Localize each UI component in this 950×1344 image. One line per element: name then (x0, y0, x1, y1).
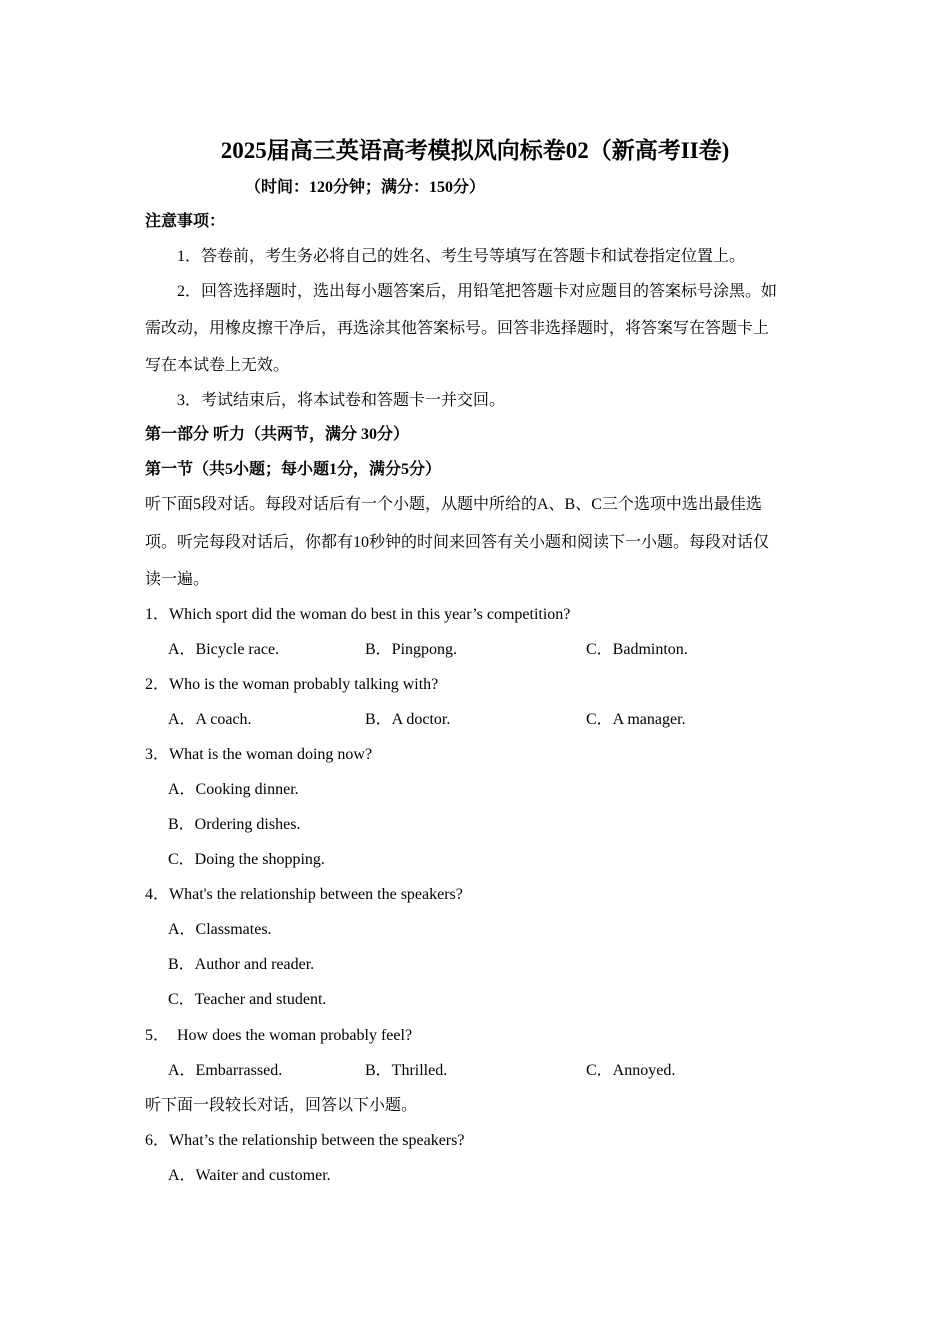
question-5: 5． How does the woman probably feel? (145, 1027, 413, 1044)
page-title: 2025届高三英语高考模拟风向标卷02（新高考II卷) (220, 138, 730, 163)
option-b: B．A doctor. (365, 711, 451, 728)
option-b: B．Thrilled. (365, 1062, 448, 1079)
option-b: B．Author and reader. (168, 956, 315, 973)
question-1-options (168, 639, 808, 661)
option-c: C．Annoyed. (586, 1062, 676, 1079)
option-a: A．Classmates. (168, 921, 272, 938)
notice-item-1: 1．答卷前，考生务必将自己的姓名、考生号等填写在答题卡和试卷指定位置上。 (177, 248, 746, 265)
notice-heading: 注意事项： (145, 213, 226, 230)
option-c: C．A manager. (586, 711, 686, 728)
question-3: 3．What is the woman doing now? (145, 746, 373, 763)
option-a: A．Embarrassed. (168, 1062, 283, 1079)
long-dialogue-intro: 听下面一段较长对话，回答以下小题。 (145, 1097, 418, 1114)
instructions-line-1: 听下面5段对话。每段对话后有一个小题，从题中所给的A、B、C三个选项中选出最佳选 (145, 496, 762, 513)
option-c: C．Doing the shopping. (168, 851, 325, 868)
option-b: B．Pingpong. (365, 641, 458, 658)
notice-item-2-cont: 需改动，用橡皮擦干净后，再选涂其他答案标号。回答非选择题时，将答案写在答题卡上 (145, 320, 770, 337)
option-c: C．Badminton. (586, 641, 688, 658)
part1-heading: 第一部分 听力（共两节，满分 30分） (145, 426, 410, 443)
question-4: 4．What's the relationship between the speakers? (145, 886, 463, 903)
option-a: A．A coach. (168, 711, 252, 728)
notice-item-2-end: 写在本试卷上无效。 (145, 357, 290, 374)
notice-item-2: 2．回答选择题时，选出每小题答案后，用铅笔把答题卡对应题目的答案标号涂黑。如 (177, 283, 778, 300)
question-1: 1．Which sport did the woman do best in this year’s competition? (145, 606, 571, 623)
question-2-options (168, 709, 808, 731)
exam-time-score: （时间：120分钟；满分：150分） (245, 179, 486, 196)
instructions-line-2: 项。听完每段对话后，你都有10秒钟的时间来回答有关小题和阅读下一小题。每段对话仅 (145, 534, 770, 551)
option-b: B．Ordering dishes. (168, 816, 301, 833)
question-5-options (168, 1060, 808, 1082)
option-a: A．Waiter and customer. (168, 1167, 331, 1184)
instructions-line-3: 读一遍。 (145, 571, 210, 588)
option-c: C．Teacher and student. (168, 991, 327, 1008)
section1-heading: 第一节（共5小题；每小题1分，满分5分） (145, 461, 442, 478)
notice-item-3: 3．考试结束后，将本试卷和答题卡一并交回。 (177, 392, 506, 409)
question-2: 2．Who is the woman probably talking with? (145, 676, 439, 693)
option-a: A．Cooking dinner. (168, 781, 299, 798)
option-a: A．Bicycle race. (168, 641, 280, 658)
question-6: 6．What’s the relationship between the speakers? (145, 1132, 465, 1149)
